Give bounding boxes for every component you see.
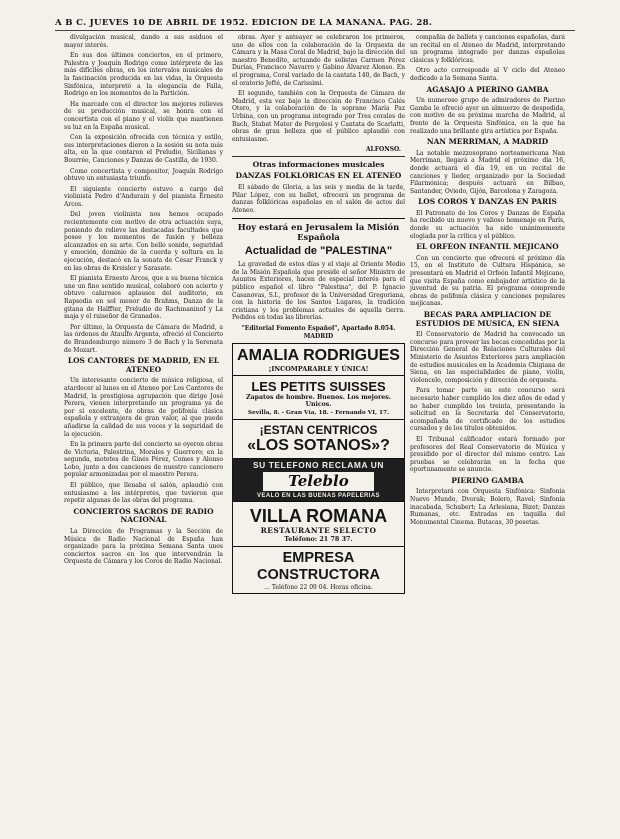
article-paragraph: Otro acto corresponde al V ciclo del Ateneo dedicado a la Semana Santa.: [410, 67, 565, 82]
ad-subtitle: ... Teléfono 22 09 04. Horas oficina.: [264, 584, 373, 592]
article-paragraph: El segundo, también con la Orquesta de Cámara de Madrid, esta vez bajo la dirección de Francisco Calés Otero, y la colaboración de la soprano María Paz Urbina, con un programa integrado por Tres corales de Bach, Stabat Mater de Pergolesi y Cantata de Scarlatti, obras de gran belleza que el público aplaudió con entusiasmo.: [232, 90, 405, 143]
ad-petits-suisses: [232, 376, 405, 420]
section-heading-cantores: LOS CANTORES DE MADRID, EN EL ATENEO: [67, 356, 220, 374]
article-paragraph: Ha marcado con el director los mejores relieves de su producción musical, se honra con el concertista con el piano y el violín que mantienen su luz en la España musical.: [64, 100, 223, 131]
ad-title: VILLA ROMANA: [249, 506, 388, 527]
article-paragraph: El Conservatorio de Madrid ha convocado un concurso para proveer las becas concedidas por la Dirección General de Relaciones Culturales del Ministerio de Asuntos Exteriores para ampliación de estudios musicales en la Academia Chigiana de Siena, en las especialidades de piano, violín, violoncelo, composición y dirección de orquesta.: [410, 331, 565, 384]
palestina-title: Actualidad de "PALESTINA": [244, 245, 393, 258]
section-heading-coros: LOS COROS Y DANZAS EN PARIS: [418, 197, 557, 207]
ad-title: EMPRESA CONSTRUCTORA: [257, 550, 380, 584]
ad-subtitle: RESTAURANTE SELECTO: [260, 526, 377, 536]
article-paragraph: La notable mezzosoprano norteamericana Nan Merriman, llegará a Madrid el próximo día 16, donde actuará el día 19, en un recital de canciones y lieder, organizado por la Sociedad Filarmónica; después actuará en Bilbao, Santander, Oviedo, Gijón, Barcelona y Zaragoza.: [410, 149, 565, 195]
ad-subtitle: ¡INCOMPARABLE Y ÚNICA!: [268, 365, 369, 374]
ad-title: «LOS SOTANOS»?: [247, 437, 390, 455]
ad-title: ¡ESTAN CENTRICOS: [259, 423, 378, 438]
article-paragraph: La Dirección de Programas y la Sección de Música de Radio Nacional de España han organizado para la próxima Semana Santa unos conciertos sacros en los que intervendrán la Orquesta de Cámara y los Coros de Radio Nacional.: [64, 528, 223, 566]
ad-address: Sevilla, 8. - Gran Vía, 18. - Fernando VI, 17.: [247, 409, 390, 416]
article-paragraph: Con la exposición ofrecida con técnica y estilo, sus interpretaciones dieron a la sesión su nota más alta, en la que contaron el Preludio, Sicilianas y Bourrée, Canciones y Danzas de Castilla, de 1930.: [64, 134, 223, 164]
ad-los-sotanos: [232, 420, 405, 459]
article-paragraph: Por último, la Orquesta de Cámara de Madrid, a las órdenes de Ataulfo Argenta, ofreció el Concierto de Brandemburgo número 3 de Bach y la Serenata de Mozart.: [64, 323, 223, 354]
article-paragraph: Del joven violinista nos hemos ocupado recientemente con motivo de otra actuación suya, poniendo de relieve las destacadas facultades que posee y los momentos de fusión y belleza alcanzados en su arte. Con bello sonido, seguridad y emoción, dominio de la cuerda y soltura en la ejecución, destacó en la sonata de César Franck y en las obras de Kreisler y Sarasate.: [64, 211, 223, 272]
divider: [232, 156, 405, 157]
section-heading-gamba-2: PIERINO GAMBA: [451, 475, 524, 485]
article-paragraph: El siguiente concierto estuvo a cargo del violinista Pedro d'Andurain y del pianista Ernesto Arcos.: [64, 185, 223, 208]
article-paragraph: obras. Ayer y anteayer se celebraron los primeros, uno de ellos con la colaboración de la Orquesta de Cámara y la Masa Coral de Madrid, bajo la dirección del maestro Benedito, actuando de solistas Carmen Pérez Durías, Francisco Navarro y Gabino Álvarez Alonso. En el programa, Coral variado de la cantata 140, de Bach, y el oratorio Jefté, de Carissimi.: [232, 34, 405, 87]
divider: [232, 218, 405, 219]
article-paragraph: El Patronato de los Coros y Danzas de España ha recibido un nuevo y valioso homenaje en París, donde su actuación ha sido unánimemente elogiada por la crítica y el público.: [410, 209, 565, 240]
section-heading-becas: BECAS PARA AMPLIACION DE ESTUDIOS DE MUSICA, EN SIENA: [415, 310, 560, 328]
article-paragraph: El Tribunal calificador estará formado por profesores del Real Conservatorio de Música y presidido por el director del mismo centro. Las pruebas se celebrarán en la fecha que oportunamente se anuncie.: [410, 435, 565, 474]
article-paragraph: En sus dos últimos conciertos, en el primero, Palestra y Joaquín Rodrigo como intérprete de las más difíciles obras, en los intervalos musicales de la fascinación producida en las vidas, la Orquesta Sinfónica, interpretó a la elegancia de Falla, Rodrigo en los momentos de la Partición.: [64, 52, 223, 98]
ad-title: LES PETITS SUISSES: [251, 379, 386, 395]
ad-empresa-constructora: [232, 547, 405, 593]
article-paragraph: En la primera parte del concierto se oyeron obras de Victoria, Palestrina, Morales y Guerrero; en la segunda, motetes de Ginés Pérez, Comes y Alonso Lobo, junto a dos canciones de nuestro cancionero popular armonizadas por el maestro Perera.: [64, 441, 223, 479]
article-paragraph: Interpretará con Orquesta Sinfónica: Sinfonía Nuevo Mundo, Dvorak; Bolero, Ravel; Sinfonía inacabada, Schubert; La Arlesiana, Bizet; Danzas Rumanas, etc. Entradas en taquilla del Monumental Cinema. Butacas, 30 pesetas.: [410, 488, 565, 526]
section-heading-orfeon: EL ORFEON INFANTIL MEJICANO: [416, 242, 559, 252]
article-paragraph: El sábado de Gloria, a las seis y media de la tarde, Pilar López, con su ballet, ofrecerá un programa de danzas folklóricas españolas en el salón de actos del Ateneo.: [232, 183, 405, 214]
article-paragraph: Para tomar parte en este concurso será necesario haber cumplido los diez años de edad y no haber cumplido los treinta, presentando la solicitud en la Secretaría del Conservatorio, acompañada de certificado de los estudios cursados y de los títulos obtenidos.: [410, 387, 565, 433]
ad-phone: Teléfono: 21 78 37.: [284, 535, 353, 544]
ad-subtitle: VEALO EN LAS BUENAS PAPELERIAS: [257, 493, 380, 500]
jerusalem-headline: Hoy estará en Jerusalem la Misión Española: [237, 222, 400, 243]
column-2: [232, 34, 405, 834]
ad-title: AMALIA RODRIGUES: [237, 347, 400, 365]
article-paragraph: Como concertista y compositor, Joaquín Rodrigo obtuvo un entusiasta triunfo.: [64, 167, 223, 183]
article-paragraph: Con un concierto que ofrecerá el próximo día 15, en el Instituto de Cultura Hispánica, se presentará en Madrid el Orfeón Infantil Mejicano, que visita España como embajador artístico de la juventud de su patria. El programa comprende obras de polifonía clásica y canciones populares mejicanas.: [410, 254, 565, 308]
ad-villa-romana: [232, 502, 405, 547]
author-signature: ALFONSO.: [365, 146, 401, 154]
teleblo-logo: Teleblo: [263, 472, 374, 491]
section-heading-gamba: AGASAJO A PIERINO GAMBA: [426, 84, 549, 94]
ad-subtitle: Zapatos de hombre. Buenos. Los mejores. Unicos.: [246, 394, 391, 409]
ad-amalia-rodrigues: [232, 343, 405, 376]
article-paragraph: La gravedad de estos días y el viaje al Oriente Medio de la Misión Española que preside el señor Ministro de Asuntos Exteriores, hacen de especial interés para el público español el libro "Palestina", del P. Ignacio Casanovas, S.I., profesor de la Universidad Gregoriana, con la historia de los Santos Lugares, la tradición cristiana y los problemas actuales de aquella tierra. Pedidos en todas las librerías.: [232, 261, 405, 322]
column-3: [410, 34, 565, 834]
article-paragraph: compañía de ballets y canciones españolas, dará un recital en el Ateneo de Madrid, interpretando un programa integrado por danzas españolas clásicas y folklóricas.: [410, 34, 565, 64]
section-heading-otras: Otras informaciones musicales: [252, 160, 385, 170]
article-paragraph: Un numeroso grupo de admiradores de Pierino Gamba le ofreció ayer un almuerzo de despedida, con motivo de su próxima marcha de Madrid, al frente de la Orquesta Sinfónica, en la que ha realizado una brillante gira artística por España.: [410, 97, 565, 135]
article-paragraph: Un interesante concierto de música religiosa, el atardecer al lunes en el Ateneo por Los Cantores de Madrid, la prestigiosa agrupación que dirige José Perera, vienen interpretando un programa ya de por sí excelente, de obras de polifonía clásica española y extranjera de gran valor, al que puede añadirse la calidad de sus voces y la seguridad de la ejecución.: [64, 377, 223, 438]
ad-teleblo: [232, 459, 405, 502]
section-heading-nan: NAN MERRIMAN, A MADRID: [426, 137, 549, 147]
section-heading-danzas: DANZAS FOLKLORICAS EN EL ATENEO: [235, 171, 402, 181]
article-paragraph: divulgación musical, dando a sus asiduos el mayor interés.: [64, 34, 223, 49]
article-paragraph: El pianista Ernesto Arcos, que a su buena técnica une un fino sentido musical, colaboró con acierto y obtuvo calurosos aplausos del auditorio, en Rapsodia en sol menor de Brahms, Danza de la gitana de Halffter, Preludio de Rachmaninof y La maja y el ruiseñor de Granados.: [64, 275, 223, 321]
section-heading-sacros: CONCIERTOS SACROS DE RADIO NACIONAL: [73, 506, 214, 525]
article-paragraph: El público, que llenaba el salón, aplaudió con entusiasmo a los intérpretes, que tuvieron que repetir algunas de las obras del programa.: [64, 482, 223, 505]
page-header: A B C. JUEVES 10 DE ABRIL DE 1952. EDICION DE LA MAÑANA. PAG. 28.: [55, 18, 575, 31]
ad-title: SU TELEFONO RECLAMA UN: [252, 460, 385, 471]
column-1: [64, 34, 223, 834]
editorial-address: "Editorial Fomento Español", Apartado 8.054. MADRID: [241, 325, 396, 340]
